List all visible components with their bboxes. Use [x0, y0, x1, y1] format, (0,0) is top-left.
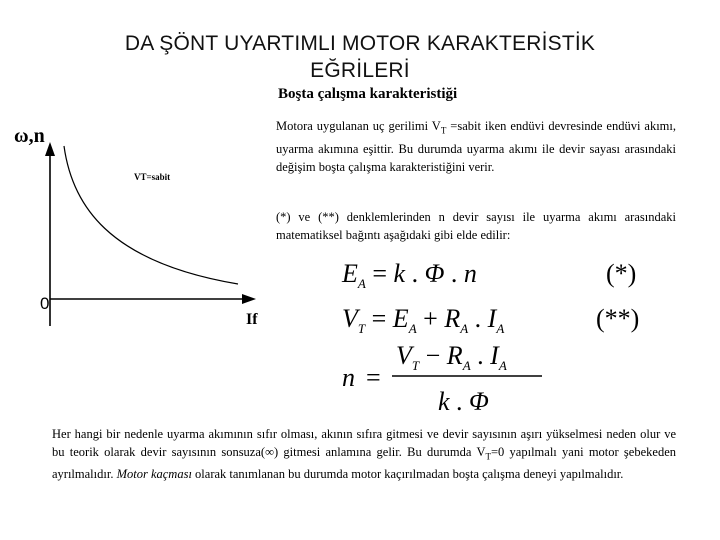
svg-text:n: n	[342, 363, 355, 392]
slide-title	[60, 30, 660, 84]
para3-sub: T	[485, 451, 491, 461]
title-line-1: DA ŞÖNT UYARTIMLI MOTOR KARAKTERİSTİK	[124, 32, 596, 55]
svg-text:VT − RA . IA: $V_T - R_A$ . $I_A$	[396, 341, 507, 373]
x-axis-arrow	[242, 294, 256, 304]
equation-3	[342, 341, 542, 416]
equations	[330, 252, 680, 422]
para3-text-b: =0 yapılmalı yani motor şebekeden ayrılmalıdır.	[52, 444, 676, 481]
svg-text:k . Φ: k . Φ	[438, 387, 489, 416]
para1-sub: T	[440, 125, 447, 136]
y-axis-label: ω,n	[14, 125, 45, 147]
equation-2-tag: (**)	[596, 304, 640, 333]
paragraph-2: (*) ve (**) denklemlerinden n devir sayısı ile uyarma akımı arasındaki matematiksel bağıntı aşağıdaki gibi elde edilir:	[276, 210, 676, 242]
para3-text-a: Her hangi bir nedenle uyarma akımının sıfır olması, akının sıfıra gitmesi ve devir sayısının aşırı yükselmesi neden olur ve bu teorik olarak devir sayısının sonsuza(∞) gitmesi anlamına gelir. Bu durumda V	[52, 427, 676, 459]
speed-vs-field-current-curve	[64, 146, 238, 284]
curve-label: VT=sabit	[134, 172, 171, 182]
para1-text-b: =sabit iken endüvi devresinde endüvi akımı, uyarma akımına eşittir. Bu durumda uyarma akımı ile devir sayası arasındaki değişim boşta çalışma karakteristiğini verir.	[276, 119, 676, 174]
no-load-characteristic-graph	[12, 112, 274, 334]
x-axis-label: If	[246, 311, 258, 328]
title-line-2: EĞRİLERİ	[310, 59, 410, 82]
para3-text-c: olarak tanımlanan bu durumda motor kaçırılmadan boşta çalışma deneyi yapılmalıdır.	[191, 466, 624, 481]
svg-text:EA = k . Φ . n: $E_A = k$ . Φ . n	[342, 259, 477, 291]
equation-1	[341, 259, 636, 291]
equation-1-tag: (*)	[606, 259, 637, 288]
paragraph-3	[52, 426, 676, 483]
svg-text:=: =	[366, 363, 381, 392]
para1-text-a: Motora uygulanan uç gerilimi V	[276, 119, 441, 133]
equation-2	[342, 304, 639, 336]
section-subtitle: Boşta çalışma karakteristiği	[278, 86, 458, 102]
svg-text:VT = EA + RA . IA: $V_T = E_A + R_A$ . $I_A$	[342, 304, 505, 336]
origin-label: 0	[40, 294, 50, 313]
y-axis-arrow	[45, 142, 55, 156]
paragraph-1	[276, 117, 676, 176]
para3-italic: Motor kaçması	[116, 466, 192, 481]
